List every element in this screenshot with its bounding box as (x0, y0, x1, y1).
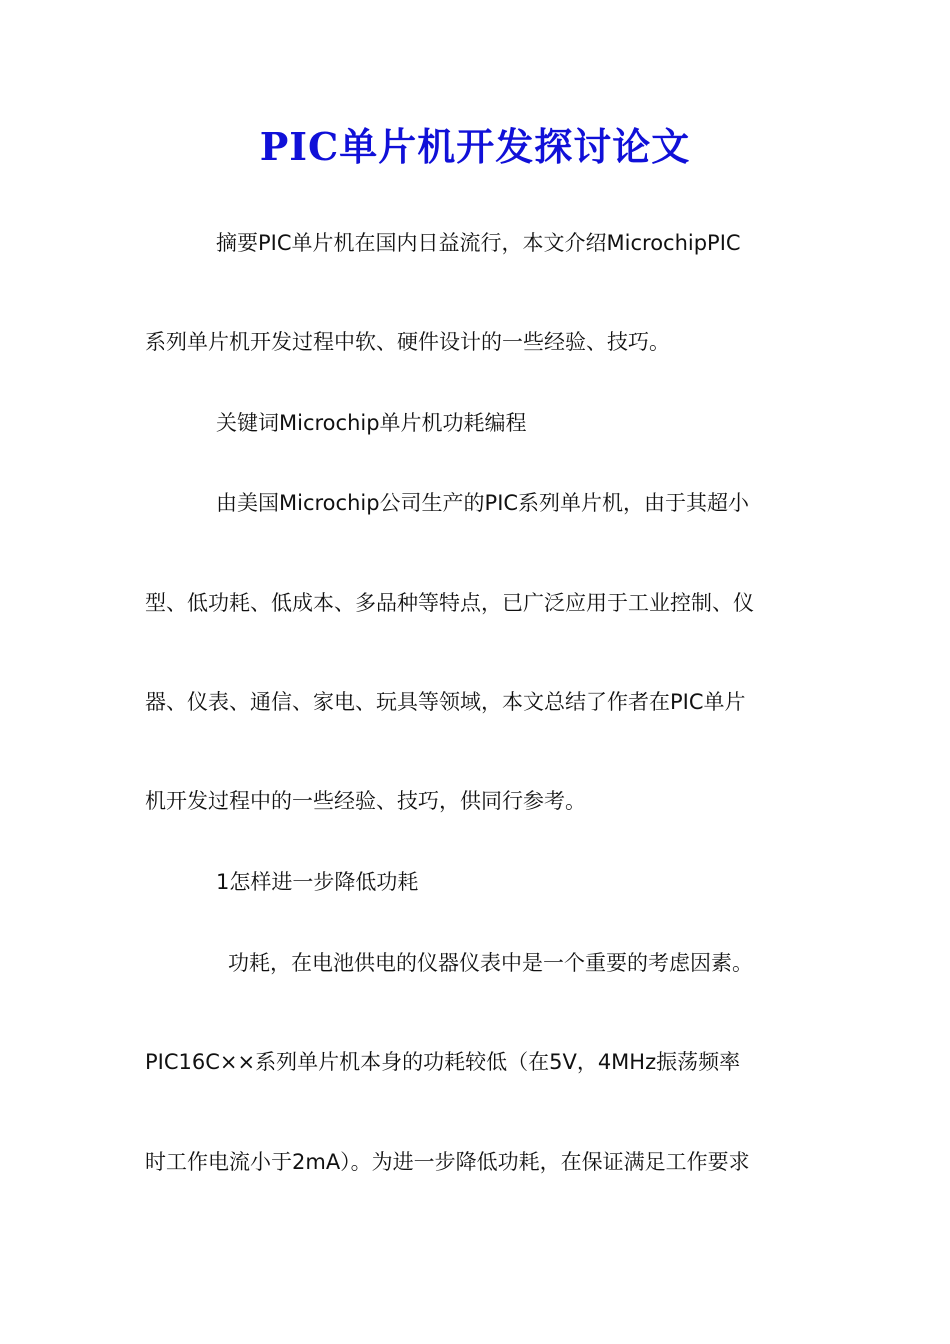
section1-line-1: 功耗，在电池供电的仪器仪表中是一个重要的考虑因素。 (228, 951, 753, 975)
section1-line-2: PIC16C××系列单片机本身的功耗较低（在5V，4MHz振荡频率 (145, 1050, 741, 1074)
abstract-line-2: 系列单片机开发过程中软、硬件设计的一些经验、技巧。 (145, 330, 670, 354)
section-heading-1: 1怎样进一步降低功耗 (216, 870, 419, 894)
intro-line-3: 器、仪表、通信、家电、玩具等领域，本文总结了作者在PIC单片 (145, 690, 746, 714)
document-title: PIC单片机开发探讨论文 (259, 124, 691, 169)
abstract-line-1: 摘要PIC单片机在国内日益流行，本文介绍MicrochipPIC (216, 231, 741, 255)
keywords-line: 关键词Microchip单片机功耗编程 (216, 411, 527, 435)
intro-line-2: 型、低功耗、低成本、多品种等特点，已广泛应用于工业控制、仪 (145, 591, 754, 615)
section1-line-3: 时工作电流小于2mA）。为进一步降低功耗，在保证满足工作要求 (145, 1150, 750, 1174)
intro-line-1: 由美国Microchip公司生产的PIC系列单片机，由于其超小 (216, 491, 750, 515)
intro-line-4: 机开发过程中的一些经验、技巧，供同行参考。 (145, 789, 586, 813)
